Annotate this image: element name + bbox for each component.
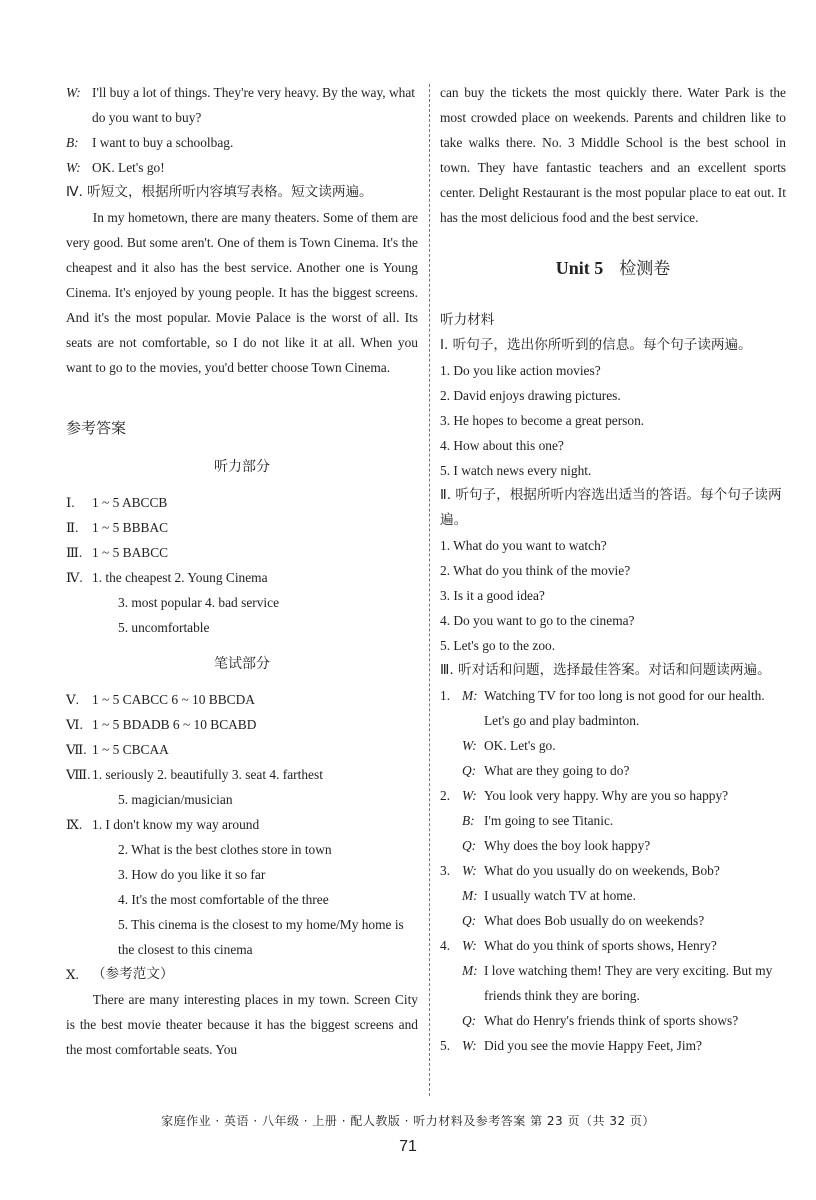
speaker-label: W: [66,160,81,175]
dialog-text: Why does the boy look happy? [484,838,651,853]
writing-answers [66,687,418,762]
speaker-label: W: [462,738,477,753]
question-item: 1. What do you want to watch? [440,538,607,553]
dialog-line [440,958,786,1008]
answer-iv [66,565,418,640]
answer-row [66,687,418,712]
answer-ix [66,812,418,962]
speaker-label: M: [462,888,478,903]
dialog-text: Watching TV for too long is not good for our health. Let's go and play badminton. [484,688,765,728]
answer-ix-line: 3. How do you like it so far [118,867,266,882]
dialog-line [440,883,786,908]
dialog-line [440,758,786,783]
page-footer: 家庭作业 · 英语 · 八年级 · 上册 · 配人教版 · 听力材料及参考答案 第 23 页（共 32 页） [161,1114,655,1128]
question-item: 2. David enjoys drawing pictures. [440,388,621,403]
answer-number: Ⅵ. [66,717,83,732]
dialog-number [440,1008,462,1033]
answer-ix-line: 2. What is the best clothes store in town [118,842,332,857]
answer-text: 1 ~ 5 BABCC [92,545,169,560]
dialog-text: What do you usually do on weekends, Bob? [484,863,720,878]
dialog-number [440,908,462,933]
answer-row [66,712,418,737]
answer-viii-line: 1. seriously 2. beautifully 3. seat 4. farthest [92,767,323,782]
answer-x-note: （参考范文） [92,966,174,982]
answer-x-label: Ⅹ. [66,967,79,982]
section-4-heading: Ⅳ. 听短文，根据所听内容填写表格。短文读两遍。 [66,184,373,200]
answers-title: 参考答案 [66,419,127,437]
materials-title: 听力材料 [440,312,495,328]
model-essay-continued: can buy the tickets the most quickly there. Water Park is the most crowded place on weekends. Parents and children like to take walks there. No. 3 Middle School is the best school in town. They have fantastic teachers and an excellent sports center. Delight Restaurant is the most popular place to eat out. It has the most delicious food and the best service. [440,85,786,225]
listening-part-title: 听力部分 [214,459,270,475]
speaker-label: B: [462,813,475,828]
question-item: 1. Do you like action movies? [440,363,601,378]
answer-number: Ⅴ. [66,692,80,707]
answer-number: Ⅱ. [66,520,79,535]
dialog-text: You look very happy. Why are you so happy? [484,788,729,803]
dialog-text: What do you think of sports shows, Henry? [484,938,717,953]
dialog-text: What do Henry's friends think of sports shows? [484,1013,739,1028]
speaker-label: B: [66,135,79,150]
question-item: 4. How about this one? [440,438,564,453]
dialog-number: 5. [440,1038,451,1053]
question-item: 2. What do you think of the movie? [440,563,631,578]
s3-heading: Ⅲ. 听对话和问题，选择最佳答案。对话和问题读两遍。 [440,662,771,678]
dialog-text: I'll buy a lot of things. They're very heavy. By the way, what do you want to buy? [92,85,416,125]
dialog-number [440,883,462,908]
question-item: 5. I watch news every night. [440,463,592,478]
answer-number: Ⅰ. [66,495,75,510]
dialog-line [440,1008,786,1033]
dialog-text: Did you see the movie Happy Feet, Jim? [484,1038,702,1053]
dialog-line [440,833,786,858]
answer-x [66,962,418,987]
dialog-text: I want to buy a schoolbag. [92,135,234,150]
speaker-label: W: [462,938,477,953]
model-essay: There are many interesting places in my town. Screen City is the best movie theater because it has the biggest screens and the most comfortable seats. You [66,992,418,1057]
s2-heading: Ⅱ. 听句子，根据所听内容选出适当的答语。每个句子读两遍。 [440,487,782,528]
answer-viii [66,762,418,812]
dialog-line [440,1033,786,1058]
answer-number: Ⅲ. [66,545,83,560]
answer-ix-line: 1. I don't know my way around [92,817,260,832]
speaker-label: M: [462,688,478,703]
answer-iv-label: Ⅳ. [66,570,83,585]
answer-row [66,540,418,565]
dialog-text: I'm going to see Titanic. [484,813,614,828]
answer-text: 1 ~ 5 BBBAC [92,520,169,535]
dialog-line [440,733,786,758]
dialog-text: OK. Let's go! [92,160,165,175]
speaker-label: Q: [462,1013,477,1028]
dialog-top [66,80,418,180]
unit-title-en: Unit 5 [555,258,604,278]
s1-heading: Ⅰ. 听句子，选出你所听到的信息。每个句子读两遍。 [440,337,752,353]
dialog-line [440,683,786,733]
speaker-label: W: [462,863,477,878]
listening-answers [66,490,418,565]
dialog-line [440,858,786,883]
dialog-number [440,958,462,1008]
s2-items [440,533,786,658]
dialog-number: 3. [440,863,451,878]
dialog-text: What are they going to do? [484,763,630,778]
speaker-label: M: [462,963,478,978]
dialog-line [66,80,418,130]
dialog-number [440,733,462,758]
answer-number: Ⅶ. [66,742,87,757]
speaker-label: W: [462,1038,477,1053]
speaker-label: Q: [462,913,477,928]
dialog-line [440,783,786,808]
answer-ix-label: Ⅸ. [66,817,83,832]
speaker-label: W: [66,85,81,100]
question-item: 4. Do you want to go to the cinema? [440,613,635,628]
listening-passage: In my hometown, there are many theaters. Some of them are very good. But some aren't. One of them is Town Cinema. It's the cheapest and it also has the best service. Another one is Young Cinema. It's enjoyed by young people. It has the biggest screens. And it's the most popular. Movie Palace is the worst of all. Its seats are not comfortable, so I do not like it at all. When you want to go to the movies, you'd better choose Town Cinema. [66,210,418,375]
dialog-text: I usually watch TV at home. [484,888,636,903]
unit-title [440,256,786,282]
question-item: 5. Let's go to the zoo. [440,638,556,653]
answer-row [66,737,418,762]
dialog-line [440,808,786,833]
dialog-line [66,130,418,155]
answer-row [66,515,418,540]
answer-iv-line: 5. uncomfortable [118,620,210,635]
answer-text: 1 ~ 5 CBCAA [92,742,169,757]
question-item: 3. Is it a good idea? [440,588,545,603]
column-divider [429,84,430,1096]
answer-text: 1 ~ 5 CABCC 6 ~ 10 BBCDA [92,692,255,707]
answer-ix-line: 4. It's the most comfortable of the three [118,892,329,907]
right-column [440,80,786,1058]
dialog-number [440,808,462,833]
answer-iv-line: 3. most popular 4. bad service [118,595,280,610]
dialog-text: I love watching them! They are very exciting. But my friends think they are boring. [484,963,773,1003]
question-item: 3. He hopes to become a great person. [440,413,645,428]
speaker-label: Q: [462,763,477,778]
dialog-line [440,908,786,933]
answer-text: 1 ~ 5 BDADB 6 ~ 10 BCABD [92,717,257,732]
speaker-label: Q: [462,838,477,853]
dialog-text: What does Bob usually do on weekends? [484,913,705,928]
s1-items [440,358,786,483]
answer-ix-line: 5. This cinema is the closest to my home/My home is the closest to this cinema [118,917,404,957]
answer-viii-label: Ⅷ. [66,767,91,782]
answer-text: 1 ~ 5 ABCCB [92,495,168,510]
answer-iv-line: 1. the cheapest 2. Young Cinema [92,570,268,585]
s3-dialogs [440,683,786,1058]
dialog-line [440,933,786,958]
left-column [66,80,418,1062]
unit-title-cn: 检测卷 [619,259,671,279]
writing-part-title: 笔试部分 [214,656,270,672]
answer-row [66,490,418,515]
dialog-number [440,833,462,858]
speaker-label: W: [462,788,477,803]
dialog-number [440,758,462,783]
page-number: 71 [399,1138,417,1155]
dialog-number: 2. [440,788,451,803]
dialog-number: 4. [440,938,451,953]
dialog-text: OK. Let's go. [484,738,556,753]
dialog-line [66,155,418,180]
dialog-number: 1. [440,688,451,703]
answer-viii-line: 5. magician/musician [118,792,233,807]
